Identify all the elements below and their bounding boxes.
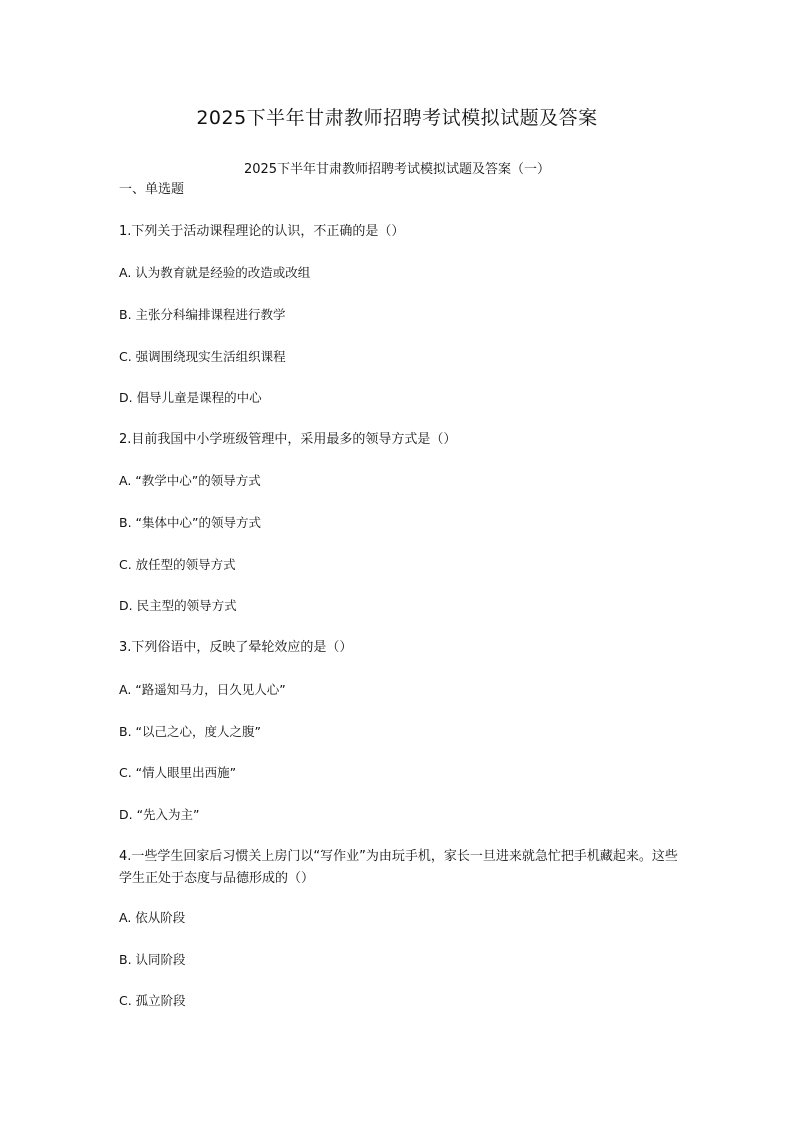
question-option: C. 强调围绕现实生活组织课程	[119, 349, 286, 364]
question-option: A. “路遥知马力，日久见人心”	[119, 682, 286, 697]
question-option: C. 放任型的领导方式	[119, 557, 236, 572]
question-option: D. 倡导儿童是课程的中心	[119, 390, 262, 405]
question-option: B. “集体中心”的领导方式	[119, 515, 261, 530]
question-stem: 2.目前我国中小学班级管理中，采用最多的领导方式是（）	[119, 432, 457, 447]
question-option: B. 主张分科编排课程进行教学	[119, 307, 286, 322]
question-option: A. “教学中心”的领导方式	[119, 473, 261, 488]
question-option: D. “先入为主”	[119, 807, 200, 822]
document-title: 2025下半年甘肃教师招聘考试模拟试题及答案	[196, 107, 598, 129]
question-option: A. 认为教育就是经验的改造或改组	[119, 265, 311, 280]
question-option: D. 民主型的领导方式	[119, 598, 237, 613]
question-stem: 1.下列关于活动课程理论的认识，不正确的是（）	[119, 224, 405, 239]
section-heading: 一、单选题	[119, 182, 185, 197]
question-option: A. 依从阶段	[119, 910, 186, 925]
question-option: C. “情人眼里出西施”	[119, 765, 237, 780]
question-stem: 3.下列俗语中，反映了晕轮效应的是（）	[119, 640, 353, 655]
question-option: B. “以己之心，度人之腹”	[119, 724, 261, 739]
question-stem: 4.一些学生回家后习惯关上房门以“写作业”为由玩手机，家长一旦进来就急忙把手机藏起来。这些学生正处于态度与品德形成的（）	[119, 849, 678, 886]
question-option: B. 认同阶段	[119, 952, 186, 967]
document-subtitle: 2025下半年甘肃教师招聘考试模拟试题及答案（一）	[243, 162, 551, 177]
question-option: C. 孤立阶段	[119, 993, 186, 1008]
